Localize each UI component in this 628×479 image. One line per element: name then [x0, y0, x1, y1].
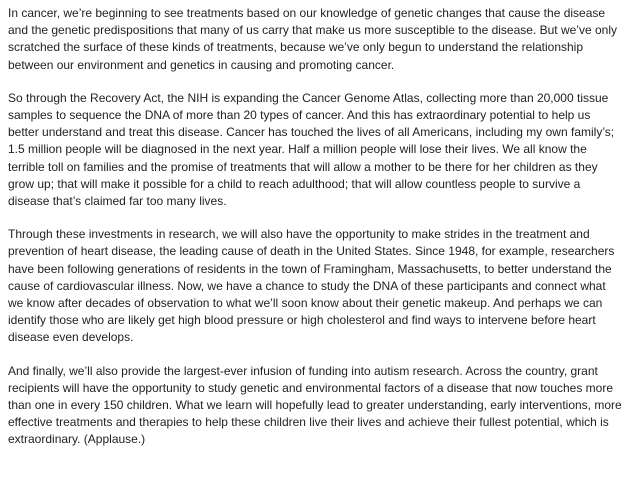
paragraph-cancer-treatments: In cancer, we’re beginning to see treatments based on our knowledge of genetic changes that cause the disease and the genetic predispositions that many of us carry that make us more susceptible to the disease. But we’ve only scratched the surface of these kinds of treatments, because we’ve only begun to understand the relationship between our environment and genetics in causing and promoting cancer.: [8, 6, 617, 72]
paragraph-heart-disease: Through these investments in research, we will also have the opportunity to make strides in the treatment and prevention of heart disease, the leading cause of death in the United States. Since 1948, for example, researchers have been following generations of residents in the town of Framingham, Massachusetts, to better understand the cause of cardiovascular illness. Now, we have a chance to study the DNA of these participants and connect what we know after decades of observation to what we’ll soon know about their genetic makeup. And perhaps we can identify those who are likely get high blood pressure or high cholesterol and find ways to intervene before heart disease even develops.: [8, 227, 615, 345]
article-body: [8, 5, 622, 449]
paragraph-autism-research: And finally, we’ll also provide the largest-ever infusion of funding into autism research. Across the country, grant recipients will have the opportunity to study genetic and environmental factors of a disease that now touches more than one in every 150 children. What we learn will hopefully lead to greater understanding, early interventions, more effective treatments and therapies to help these children live their lives and achieve their fullest potential, which is extraordinary. (Applause.): [8, 363, 622, 447]
paragraph-cancer-genome-atlas: So through the Recovery Act, the NIH is expanding the Cancer Genome Atlas, collecting more than 20,000 tissue samples to sequence the DNA of more than 20 types of cancer. And this has extraordinary potential to help us better understand and treat this disease. Cancer has touched the lives of all Americans, including my own family’s; 1.5 million people will be diagnosed in the next year. Half a million people will lose their lives. We all know the terrible toll on families and the promise of treatments that will allow a mother to be there for her children as they grow up; that will make it possible for a child to reach adulthood; that will allow countless people to survive a disease that’s claimed far too many lives.: [8, 90, 615, 209]
